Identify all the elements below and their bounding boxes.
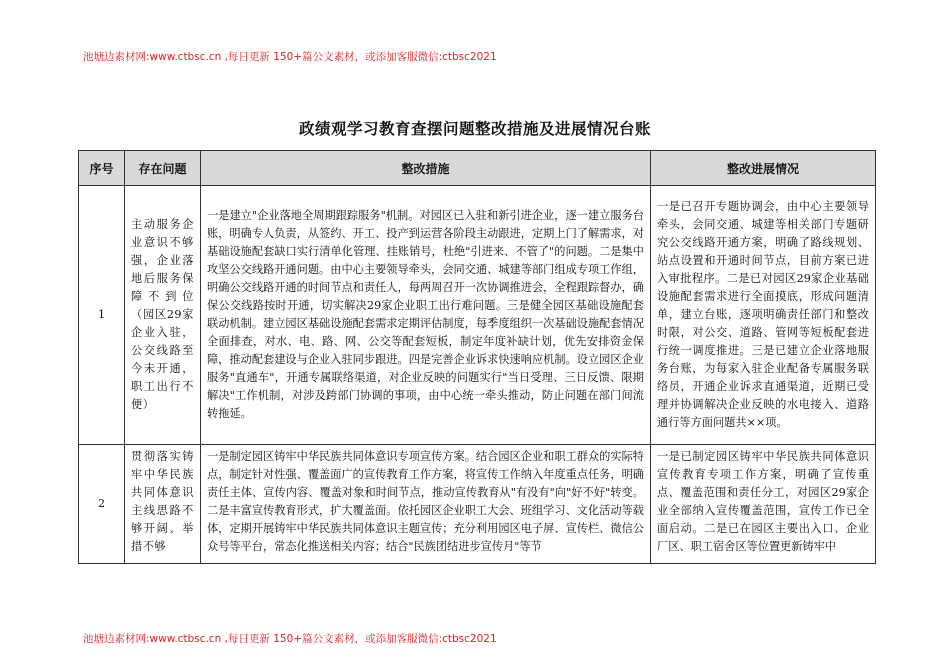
row-measures-text: 一是建立"企业落地全周期跟踪服务"机制。对园区已入驻和新引进企业，逐一建立服务台账，明确专人负责，从签约、开工、投产到运营各阶段主动跟进，定期上门了解需求，对基础设施配套缺口实行清单化管理、挂账销号，杜绝"引进来、不管了"的问题。二是集中攻坚公交线路开通问题。由中心主要领导牵头，会同交通、城建等部门组成专项工作组，明确公交线路开通的时间节点和责任人，每两周召开一次协调推进会，全程跟踪督办，确保公交线路按时开通，切实解决29家企业职工出行难问题。三是健全园区基础设施配套联动机制。建立园区基础设施配套需求定期评估制度，每季度组织一次基础设施配套情况全面排查，对水、电、路、网、公交等配套短板，制定年度补缺计划，优先安排资金保障，推动配套建设与企业入驻同步跟进。四是完善企业诉求快速响应机制。设立园区企业服务"直通车"，开通专属联络渠道，对企业反映的问题实行"当日受理、三日反馈、限期解决"工作机制，对涉及跨部门协调的事项，由中心统一牵头推动，防止问题在部门间流转拖延。 — [207, 209, 644, 420]
row-issue — [125, 186, 201, 445]
row-issue-text: 贯彻落实铸牢中华民族共同体意识主线思路不够开阔、举措不够 — [131, 450, 194, 553]
header-serial-number: 序号 — [79, 151, 125, 186]
table-header-row — [79, 151, 876, 186]
row-progress-text: 一是已制定园区铸牢中华民族共同体意识宣传教育专项工作方案，明确了宣传重点、覆盖范围和责任分工，对园区29家企业全部纳入宣传覆盖范围，宣传工作已全面启动。二是已在园区主要出入口、企业厂区、职工宿舍区等位置更新铸牢中 — [657, 450, 869, 553]
row-issue-text: 主动服务企业意识不够强，企业落地后服务保障不到位（园区29家企业入驻，公交线路至今未开通，职工出行不便） — [131, 218, 194, 411]
row-measures — [201, 445, 651, 564]
row-progress — [651, 445, 876, 564]
table-row — [79, 186, 876, 445]
row-number: 2 — [79, 445, 125, 564]
row-measures-text: 一是制定园区铸牢中华民族共同体意识专项宣传方案。结合园区企业和职工群众的实际特点，制定针对性强、覆盖面广的宣传教育工作方案，将宣传工作纳入年度重点任务，明确责任主体、宣传内容、覆盖对象和时间节点，推动宣传教育从"有没有"向"好不好"转变。二是丰富宣传教育形式，扩大覆盖面。依托园区企业职工大会、班组学习、文化活动等载体，定期开展铸牢中华民族共同体意识主题宣传；充分利用园区电子屏、宣传栏、微信公众号等平台，常态化推送相关内容；结合"民族团结进步宣传月"等节 — [207, 450, 644, 553]
row-measures — [201, 186, 651, 445]
row-number: 1 — [79, 186, 125, 445]
header-existing-issue: 存在问题 — [125, 151, 201, 186]
row-issue — [125, 445, 201, 564]
header-progress: 整改进展情况 — [651, 151, 876, 186]
row-progress-text: 一是已召开专题协调会，由中心主要领导牵头，会同交通、城建等相关部门专题研究公交线路开通方案，明确了路线规划、站点设置和开通时间节点，目前方案已进入审批程序。二是已对园区29家企业基础设施配套需求进行全面摸底，形成问题清单，建立台账，逐项明确责任部门和整改时限，对公交、道路、管网等短板配套进行统一调度推进。三是已建立企业落地服务台账，为每家入驻企业配备专属服务联络员，开通企业诉求直通渠道，近期已受理并协调解决企业反映的水电接入、道路通行等方面问题共××项。 — [657, 200, 869, 429]
rectification-ledger-table — [78, 150, 876, 564]
header-rectification-measures: 整改措施 — [201, 151, 651, 186]
table-row — [79, 445, 876, 564]
watermark-bottom: 池塘边素材网:www.ctbsc.cn ,每日更新 150+篇公文素材，或添加客服微信:ctbsc2021 — [83, 633, 497, 645]
row-progress — [651, 186, 876, 445]
document-title: 政绩观学习教育查摆问题整改措施及进展情况台账 — [298, 119, 651, 138]
watermark-top: 池塘边素材网:www.ctbsc.cn ,每日更新 150+篇公文素材，或添加客服微信:ctbsc2021 — [83, 51, 497, 63]
